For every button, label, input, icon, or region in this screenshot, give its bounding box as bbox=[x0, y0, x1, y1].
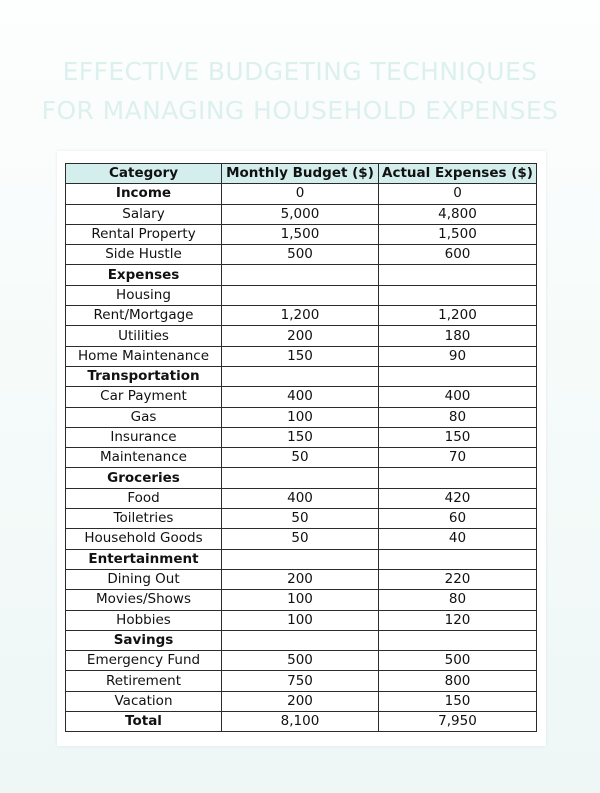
monthly-budget-cell: 200 bbox=[222, 569, 379, 589]
table-row bbox=[66, 448, 537, 468]
monthly-budget-cell bbox=[222, 549, 379, 569]
table-row bbox=[66, 569, 537, 589]
monthly-budget-cell: 750 bbox=[222, 671, 379, 691]
actual-expenses-cell: 150 bbox=[379, 427, 537, 447]
category-cell: Dining Out bbox=[66, 569, 222, 589]
monthly-budget-cell: 500 bbox=[222, 245, 379, 265]
budget-table bbox=[65, 163, 537, 732]
table-row bbox=[66, 285, 537, 305]
table-row bbox=[66, 407, 537, 427]
monthly-budget-cell: 8,100 bbox=[222, 712, 379, 732]
actual-expenses-cell: 600 bbox=[379, 245, 537, 265]
table-row bbox=[66, 691, 537, 711]
table-row bbox=[66, 671, 537, 691]
table-row bbox=[66, 509, 537, 529]
actual-expenses-cell: 420 bbox=[379, 488, 537, 508]
category-cell: Total bbox=[66, 712, 222, 732]
category-cell: Gas bbox=[66, 407, 222, 427]
monthly-budget-cell bbox=[222, 468, 379, 488]
monthly-budget-cell: 1,200 bbox=[222, 306, 379, 326]
category-cell: Rental Property bbox=[66, 224, 222, 244]
monthly-budget-cell: 400 bbox=[222, 488, 379, 508]
actual-expenses-cell: 1,200 bbox=[379, 306, 537, 326]
actual-expenses-cell: 40 bbox=[379, 529, 537, 549]
header-actual-expenses: Actual Expenses ($) bbox=[379, 164, 537, 184]
table-row bbox=[66, 651, 537, 671]
monthly-budget-cell: 200 bbox=[222, 691, 379, 711]
actual-expenses-cell bbox=[379, 285, 537, 305]
table-body bbox=[66, 184, 537, 732]
table-row bbox=[66, 204, 537, 224]
actual-expenses-cell: 80 bbox=[379, 590, 537, 610]
table-row bbox=[66, 590, 537, 610]
monthly-budget-cell bbox=[222, 630, 379, 650]
table-row bbox=[66, 346, 537, 366]
category-cell: Car Payment bbox=[66, 387, 222, 407]
category-cell: Insurance bbox=[66, 427, 222, 447]
category-cell: Groceries bbox=[66, 468, 222, 488]
actual-expenses-cell: 0 bbox=[379, 184, 537, 204]
table-row bbox=[66, 245, 537, 265]
document-title bbox=[0, 52, 600, 130]
monthly-budget-cell: 400 bbox=[222, 387, 379, 407]
table-section-row bbox=[66, 366, 537, 386]
category-cell: Home Maintenance bbox=[66, 346, 222, 366]
monthly-budget-cell bbox=[222, 285, 379, 305]
monthly-budget-cell: 50 bbox=[222, 509, 379, 529]
table-row bbox=[66, 529, 537, 549]
actual-expenses-cell: 80 bbox=[379, 407, 537, 427]
category-cell: Vacation bbox=[66, 691, 222, 711]
actual-expenses-cell: 70 bbox=[379, 448, 537, 468]
category-cell: Food bbox=[66, 488, 222, 508]
monthly-budget-cell: 50 bbox=[222, 529, 379, 549]
actual-expenses-cell: 180 bbox=[379, 326, 537, 346]
actual-expenses-cell: 500 bbox=[379, 651, 537, 671]
table-section-row bbox=[66, 630, 537, 650]
category-cell: Entertainment bbox=[66, 549, 222, 569]
category-cell: Toiletries bbox=[66, 509, 222, 529]
table-row bbox=[66, 427, 537, 447]
category-cell: Expenses bbox=[66, 265, 222, 285]
monthly-budget-cell: 100 bbox=[222, 590, 379, 610]
category-cell: Utilities bbox=[66, 326, 222, 346]
category-cell: Retirement bbox=[66, 671, 222, 691]
category-cell: Hobbies bbox=[66, 610, 222, 630]
category-cell: Salary bbox=[66, 204, 222, 224]
actual-expenses-cell: 220 bbox=[379, 569, 537, 589]
table-section-row bbox=[66, 265, 537, 285]
actual-expenses-cell bbox=[379, 549, 537, 569]
monthly-budget-cell: 50 bbox=[222, 448, 379, 468]
table-row bbox=[66, 387, 537, 407]
actual-expenses-cell: 150 bbox=[379, 691, 537, 711]
actual-expenses-cell: 120 bbox=[379, 610, 537, 630]
category-cell: Emergency Fund bbox=[66, 651, 222, 671]
table-row bbox=[66, 488, 537, 508]
monthly-budget-cell: 0 bbox=[222, 184, 379, 204]
category-cell: Transportation bbox=[66, 366, 222, 386]
actual-expenses-cell bbox=[379, 366, 537, 386]
monthly-budget-cell bbox=[222, 366, 379, 386]
category-cell: Maintenance bbox=[66, 448, 222, 468]
actual-expenses-cell: 400 bbox=[379, 387, 537, 407]
category-cell: Rent/Mortgage bbox=[66, 306, 222, 326]
monthly-budget-cell bbox=[222, 265, 379, 285]
actual-expenses-cell: 4,800 bbox=[379, 204, 537, 224]
header-monthly-budget: Monthly Budget ($) bbox=[222, 164, 379, 184]
monthly-budget-cell: 100 bbox=[222, 610, 379, 630]
monthly-budget-cell: 150 bbox=[222, 346, 379, 366]
category-cell: Housing bbox=[66, 285, 222, 305]
monthly-budget-cell: 500 bbox=[222, 651, 379, 671]
category-cell: Savings bbox=[66, 630, 222, 650]
monthly-budget-cell: 200 bbox=[222, 326, 379, 346]
actual-expenses-cell: 800 bbox=[379, 671, 537, 691]
table-total-row bbox=[66, 712, 537, 732]
monthly-budget-cell: 150 bbox=[222, 427, 379, 447]
table-section-row bbox=[66, 468, 537, 488]
actual-expenses-cell bbox=[379, 468, 537, 488]
table-row bbox=[66, 306, 537, 326]
actual-expenses-cell: 7,950 bbox=[379, 712, 537, 732]
monthly-budget-cell: 5,000 bbox=[222, 204, 379, 224]
actual-expenses-cell: 1,500 bbox=[379, 224, 537, 244]
table-row bbox=[66, 326, 537, 346]
category-cell: Movies/Shows bbox=[66, 590, 222, 610]
monthly-budget-cell: 1,500 bbox=[222, 224, 379, 244]
header-category: Category bbox=[66, 164, 222, 184]
category-cell: Side Hustle bbox=[66, 245, 222, 265]
table-row bbox=[66, 610, 537, 630]
category-cell: Household Goods bbox=[66, 529, 222, 549]
actual-expenses-cell: 60 bbox=[379, 509, 537, 529]
table-row bbox=[66, 224, 537, 244]
document-title-line-1: EFFECTIVE BUDGETING TECHNIQUES bbox=[62, 57, 538, 86]
actual-expenses-cell bbox=[379, 265, 537, 285]
monthly-budget-cell: 100 bbox=[222, 407, 379, 427]
actual-expenses-cell bbox=[379, 630, 537, 650]
table-header-row bbox=[66, 164, 537, 184]
table-section-row bbox=[66, 549, 537, 569]
table-section-row bbox=[66, 184, 537, 204]
actual-expenses-cell: 90 bbox=[379, 346, 537, 366]
document-title-line-2: FOR MANAGING HOUSEHOLD EXPENSES bbox=[41, 96, 559, 125]
category-cell: Income bbox=[66, 184, 222, 204]
